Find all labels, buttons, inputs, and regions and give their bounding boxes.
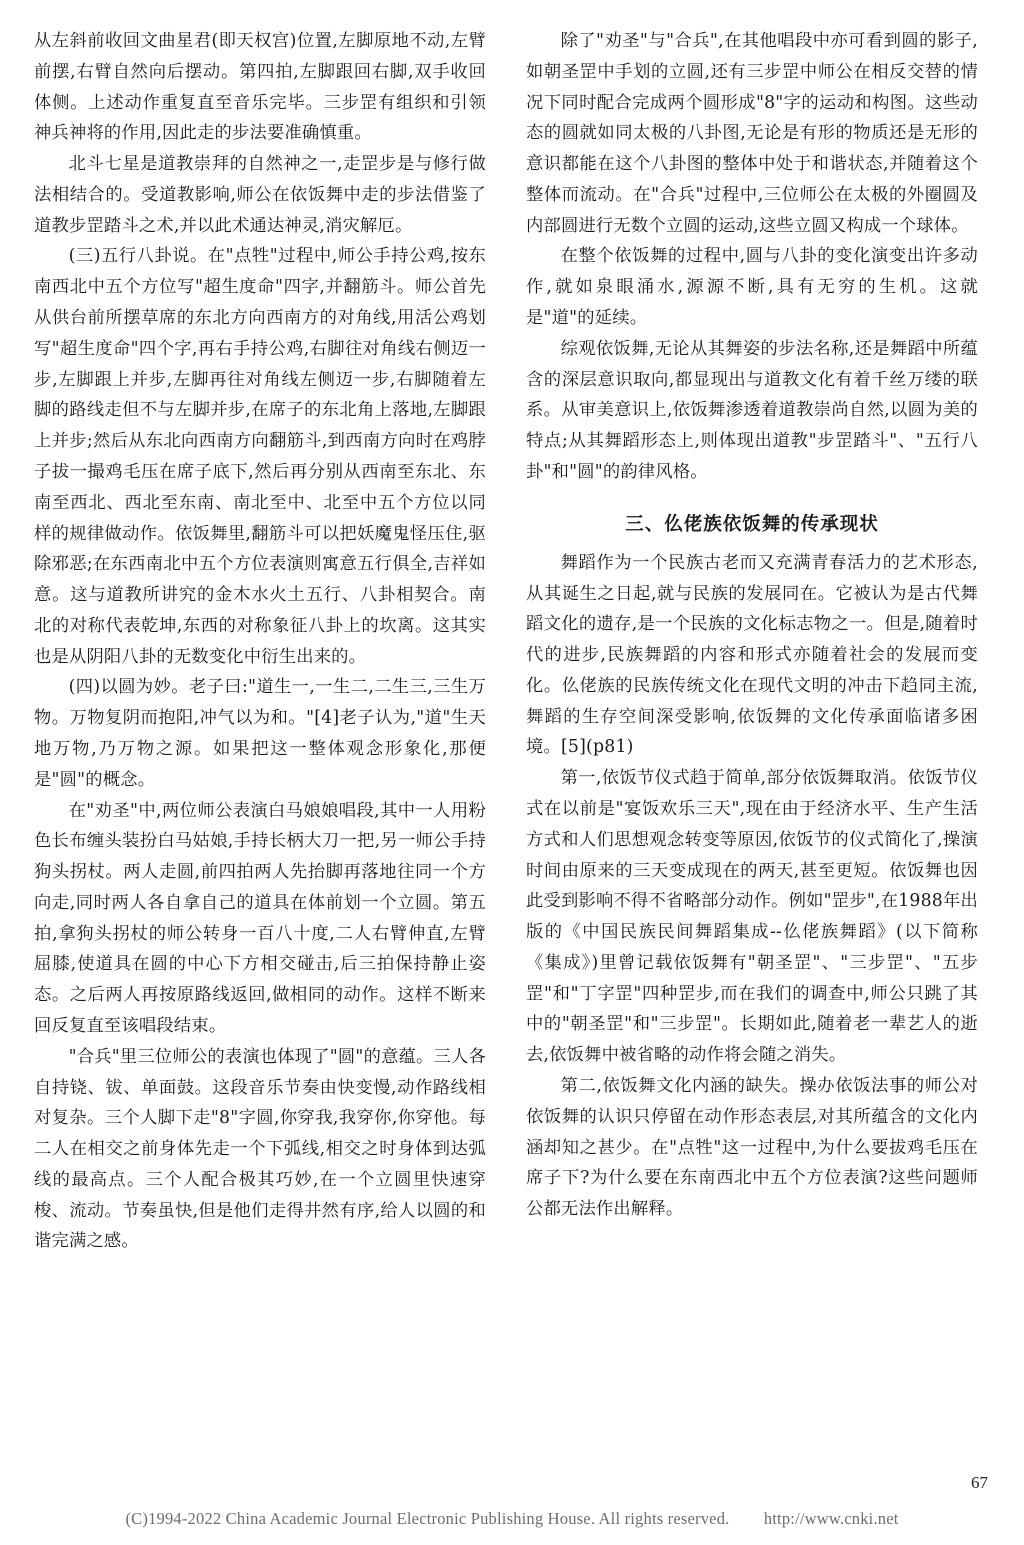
paragraph: 从左斜前收回文曲星君(即天权宫)位置,左脚原地不动,左臂前摆,右臂自然向后摆动。第四拍,左脚跟回右脚,双手收回体侧。上述动作重复直至音乐完毕。三步罡有组织和引领神兵神将的作用,因此走的步法要准确慎重。 [34, 31, 486, 144]
paragraph: "合兵"里三位师公的表演也体现了"圆"的意蕴。三人各自持铙、钹、单面鼓。这段音乐节奏由快变慢,动作路线相对复杂。三个人脚下走"8"字圆,你穿我,我穿你,你穿他。每二人在相交之前身体先走一个下弧线,相交之时身体到达弧线的最高点。三个人配合极其巧妙,在一个立圆里快速穿梭、流动。节奏虽快,但是他们走得井然有序,给人以圆的和谐完满之感。 [34, 1046, 486, 1252]
paragraph: (四)以圆为妙。老子曰:"道生一,一生二,二生三,三生万物。万物复阴而抱阳,冲气以为和。"[4]老子认为,"道"生天地万物,乃万物之源。如果把这一整体观念形象化,那便是"圆"的概念。 [34, 677, 486, 790]
left-column [34, 26, 486, 1476]
right-column [526, 26, 978, 1476]
section-heading: 三、仫佬族依饭舞的传承现状 [625, 513, 879, 535]
paragraph: (三)五行八卦说。在"点牲"过程中,师公手持公鸡,按东南西北中五个方位写"超生度命"四字,并翻筋斗。师公首先从供台前所摆草席的东北方向西南方的对角线,用活公鸡划写"超生度命"四个字,再右手持公鸡,右脚往对角线右侧迈一步,左脚跟上并步,左脚再往对角线左侧迈一步,右脚随着左脚的路线走但不与左脚并步,在席子的东北角上落地,左脚跟上并步;然后从东北向西南方向翻筋斗,到西南方向时在鸡脖子拔一撮鸡毛压在席子底下,然后再分别从西南至东北、东南至西北、西北至东南、南北至中、北至中五个方位以同样的规律做动作。依饭舞里,翻筋斗可以把妖魔鬼怪压住,驱除邪恶;在东西南北中五个方位表演则寓意五行俱全,吉祥如意。这与道教所讲究的金木水火土五行、八卦相契合。南北的对称代表乾坤,东西的对称象征八卦上的坎离。这其实也是从阴阳八卦的无数变化中衍生出来的。 [34, 246, 486, 667]
two-column-layout [34, 26, 990, 1476]
paragraph: 第二,依饭舞文化内涵的缺失。操办依饭法事的师公对依饭舞的认识只停留在动作形态表层,对其所蕴含的文化内涵却知之甚少。在"点牲"这一过程中,为什么要拔鸡毛压在席子下?为什么要在东南西北中五个方位表演?这些问题师公都无法作出解释。 [526, 1076, 978, 1220]
page-number: 67 [971, 1473, 988, 1492]
paragraph: 在"劝圣"中,两位师公表演白马娘娘唱段,其中一人用粉色长布缠头装扮白马姑娘,手持长柄大刀一把,另一师公手持狗头拐杖。两人走圆,前四拍两人先抬脚再落地往同一个方向走,同时两人各自拿自己的道具在体前划一个立圆。第五拍,拿狗头拐杖的师公转身一百八十度,二人右臂伸直,左臂屈膝,使道具在圆的中心下方相交碰击,后三拍保持静止姿态。之后两人再按原路线返回,做相同的动作。这样不断来回反复直至该唱段结束。 [34, 800, 486, 1036]
footer-divider [34, 1500, 990, 1501]
paragraph: 在整个依饭舞的过程中,圆与八卦的变化演变出许多动作,就如泉眼涌水,源源不断,具有无穷的生机。这就是"道"的延续。 [526, 246, 978, 329]
paragraph: 舞蹈作为一个民族古老而又充满青春活力的艺术形态,从其诞生之日起,就与民族的发展同在。它被认为是古代舞蹈文化的遗存,是一个民族的文化标志物之一。但是,随着时代的进步,民族舞蹈的内容和形式亦随着社会的发展而变化。仫佬族的民族传统文化在现代文明的冲击下趋同主流,舞蹈的生存空间深受影响,依饭舞的文化传承面临诸多困境。[5](p81) [526, 552, 978, 758]
footer-url: http://www.cnki.net [763, 1509, 899, 1528]
paragraph: 北斗七星是道教崇拜的自然神之一,走罡步是与修行做法相结合的。受道教影响,师公在依饭舞中走的步法借鉴了道教步罡踏斗之术,并以此术通达神灵,消灾解厄。 [34, 154, 486, 236]
paragraph: 综观依饭舞,无论从其舞姿的步法名称,还是舞蹈中所蕴含的深层意识取向,都显现出与道教文化有着千丝万缕的联系。从审美意识上,依饭舞渗透着道教崇尚自然,以圆为美的特点;从其舞蹈形态上,则体现出道教"步罡踏斗"、"五行八卦"和"圆"的韵律风格。 [526, 338, 978, 482]
paragraph: 第一,依饭节仪式趋于简单,部分依饭舞取消。依饭节仪式在以前是"宴饭欢乐三天",现在由于经济水平、生产生活方式和人们思想观念转变等原因,依饭节的仪式简化了,操演时间由原来的三天变成现在的两天,甚至更短。依饭舞也因此受到影响不得不省略部分动作。例如"罡步",在1988年出版的《中国民族民间舞蹈集成--仫佬族舞蹈》(以下简称《集成》)里曾记载依饭舞有"朝圣罡"、"三步罡"、"五步罡"和"丁字罡"四种罡步,而在我们的调查中,师公只跳了其中的"朝圣罡"和"三步罡"。长期如此,随着老一辈艺人的逝去,依饭舞中被省略的动作将会随之消失。 [526, 768, 978, 1066]
footer [0, 1509, 1024, 1529]
copyright-text: (C)1994-2022 China Academic Journal Electronic Publishing House. All rights reserved. [125, 1509, 730, 1528]
paragraph: 除了"劝圣"与"合兵",在其他唱段中亦可看到圆的影子,如朝圣罡中手划的立圆,还有三步罡中师公在相反交替的情况下同时配合完成两个圆形成"8"字的运动和构图。这些动态的圆就如同太极的八卦图,无论是有形的物质还是无形的意识都能在这个八卦图的整体中处于和谐状态,并随着这个整体而流动。在"合兵"过程中,三位师公在太极的外圈圆及内部圆进行无数个立圆的运动,这些立圆又构成一个球体。 [526, 31, 978, 236]
